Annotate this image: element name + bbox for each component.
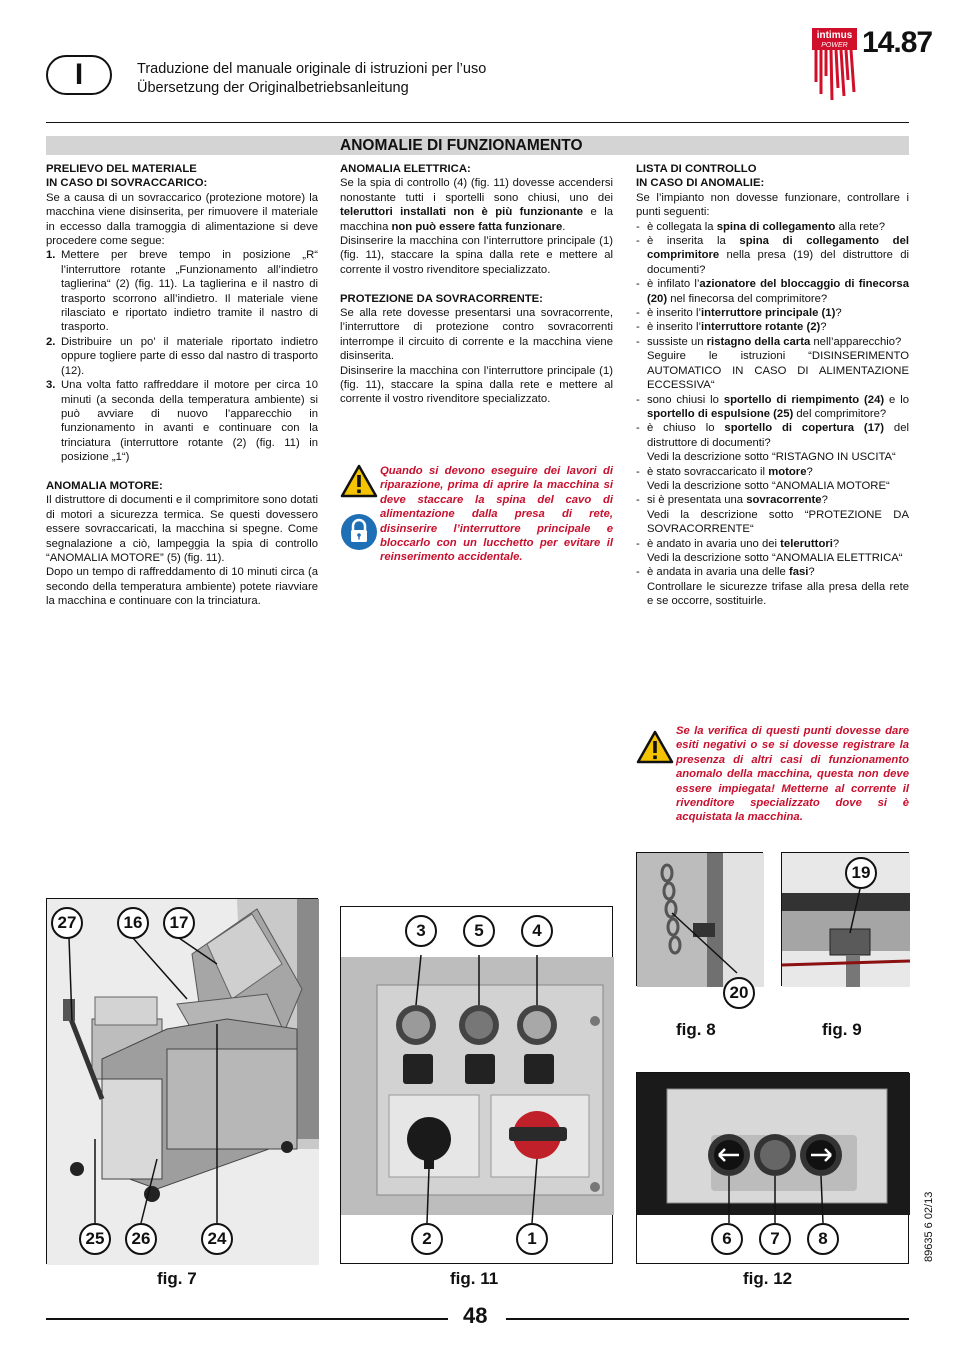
paragraph: Disinserire la macchina con l’interruttore principale (1) (fig. 11), staccare la spina dalla rete e mettere al corrente il vostro rivenditore specializzato. <box>340 235 613 276</box>
document-code: 89635 6 02/13 <box>923 1191 935 1262</box>
shred-strips-icon <box>812 50 857 106</box>
footer-rule-left <box>46 1318 448 1320</box>
checklist-item: - sussiste un ristagno della carta nell’apparecchio? Seguire le istruzioni “DISINSERIMENTO AUTOMATICO IN CASO DI ALIMENTAZIONE ECCESSIVA“ <box>636 335 909 392</box>
paragraph: Se a causa di un sovraccarico (protezione motore) la macchina viene disinserita, per rimuovere il materiale in eccesso dalla tramoggia di alimentazione si deve procedere come segue: <box>46 191 318 248</box>
heading-motor-fault: ANOMALIA MOTORE: <box>46 479 163 492</box>
figure-9-socket <box>781 852 909 986</box>
callout-3: 3 <box>405 915 437 947</box>
callout-25: 25 <box>79 1223 111 1255</box>
checklist-item: - è inserito l’interruttore principale (1)? <box>636 307 842 320</box>
checklist-item: - sono chiusi lo sportello di riempimento (24) e lo sportello di espulsione (25) del comprimitore? <box>636 393 909 420</box>
fig-7-caption: fig. 7 <box>157 1269 197 1288</box>
warning-block-checklist <box>636 724 909 825</box>
checklist-item: - è stato sovraccaricato il motore? Vedi la descrizione sotto “ANOMALIA MOTORE“ <box>636 465 890 492</box>
machine-photo <box>47 899 319 1265</box>
header-titles <box>137 60 486 98</box>
callout-17: 17 <box>163 907 195 939</box>
callout-5: 5 <box>463 915 495 947</box>
header-divider <box>46 122 909 123</box>
callout-4: 4 <box>521 915 553 947</box>
warning-triangle-icon <box>636 730 674 764</box>
fig-11-caption: fig. 11 <box>450 1269 499 1288</box>
checklist-item: - è chiuso lo sportello di copertura (17) del distruttore di documenti? Vedi la descrizione sotto “RISTAGNO IN USCITA“ <box>636 422 909 464</box>
callout-27: 27 <box>51 907 83 939</box>
section-title: ANOMALIE DI FUNZIONAMENTO <box>340 137 583 154</box>
header-line-1: Traduzione del manuale originale di istruzioni per l’uso <box>137 61 487 77</box>
figure-11-control-panel <box>340 906 613 1264</box>
figure-8-limit-switch <box>636 852 763 1002</box>
header-line-2: Übersetzung der Originalbetriebsanleitung <box>137 80 409 96</box>
heading-checklist: LISTA DI CONTROLLO IN CASO DI ANOMALIE: <box>636 163 765 190</box>
warning-block-repair <box>340 464 613 565</box>
callout-16: 16 <box>117 907 149 939</box>
figure-12-button-panel <box>636 1072 909 1264</box>
footer-rule-right <box>506 1318 909 1320</box>
heading-overcurrent: PROTEZIONE DA SOVRACORRENTE: <box>340 292 543 305</box>
padlock-icon <box>340 513 378 551</box>
callout-19: 19 <box>845 857 877 889</box>
paragraph: Se alla rete dovesse presentarsi una sovracorrente, l’interruttore di protezione contro sovracorrenti interrompe il circuito di corrente e la macchina viene disinserita. <box>340 307 613 363</box>
warning-text-checklist: Se la verifica di questi punti dovesse dare esiti negativi o se si dovesse registrare la presenza di altri casi di funzionamento anomalo della macchina, questa non deve essere impiegata! Metterne al corrente il rivenditore specializzato dove si è acquistata la macchina. <box>676 725 909 824</box>
checklist-item: - è inserita la spina di collegamento del comprimitore nella presa (19) del distruttore di documenti? <box>636 235 909 276</box>
callout-7: 7 <box>759 1223 791 1255</box>
column-2 <box>340 162 613 407</box>
brand-logo <box>812 28 857 106</box>
callout-8: 8 <box>807 1223 839 1255</box>
callout-20: 20 <box>723 977 755 1009</box>
heading-material-removal: PRELIEVO DEL MATERIALE IN CASO DI SOVRACCARICO: <box>46 163 208 190</box>
checklist-item: - è andata in avaria una delle fasi? Controllare le sicurezze trifase alla presa della rete e se occorre, sostituirle. <box>636 566 909 608</box>
column-3 <box>636 162 909 609</box>
callout-26: 26 <box>125 1223 157 1255</box>
fig-8-caption: fig. 8 <box>676 1020 716 1039</box>
control-panel-photo <box>341 907 614 1265</box>
heading-electrical-fault: ANOMALIA ELETTRICA: <box>340 163 471 175</box>
column-1 <box>46 162 318 609</box>
paragraph: Il distruttore di documenti e il comprimitore sono dotati di motori a sicurezza termica. Se questi dovessero essere sovraccaricati, la macchina si spegne. Come segnalazione a ciò, lampeggia la spia di controllo “ANOMALIA MOTORE” (5) (fig. 11). <box>46 494 318 564</box>
callout-24: 24 <box>201 1223 233 1255</box>
paragraph: Se l’impianto non dovesse funzionare, controllare i punti seguenti: <box>636 191 909 219</box>
callout-2: 2 <box>411 1223 443 1255</box>
page-number: 48 <box>463 1303 488 1328</box>
callout-6: 6 <box>711 1223 743 1255</box>
warning-triangle-icon <box>340 464 378 498</box>
checklist-item: - si è presentata una sovracorrente? Vedi la descrizione sotto “PROTEZIONE DA SOVRACORRENTE“ <box>636 494 909 536</box>
paragraph: Dopo un tempo di raffreddamento di 10 minuti circa (a secondo della temperatura ambiente) potete riavviare la macchina e continuare con la trinciatura. <box>46 566 318 608</box>
language-badge: I <box>46 55 112 95</box>
paragraph: Disinserire la macchina con l’interruttore principale (1) (fig. 11), staccare la spina dalla rete e mettere al corrente il vostro rivenditore specializzato. <box>340 364 613 406</box>
list-item: 2. Distribuire un po’ il materiale riportato indietro oppure togliere parte di esso dal nastro di trasporto (12). <box>46 335 318 377</box>
checklist-item: - è andato in avaria uno dei teleruttori? Vedi la descrizione sotto “ANOMALIA ELETTRICA“ <box>636 537 903 564</box>
warning-text-repair: Quando si devono eseguire dei lavori di riparazione, prima di aprire la macchina si deve staccare la spina del cavo di alimentazione dalla presa di rete, disinserire l’interruttore principale e bloccarlo con un lucchetto per evitare il reinserimento accidentale. <box>380 465 613 564</box>
fig-9-caption: fig. 9 <box>822 1020 862 1039</box>
checklist-item: - è inserito l’interruttore rotante (2)? <box>636 321 827 334</box>
paragraph: Se la spia di controllo (4) (fig. 11) dovesse accendersi nonostante tutti i sportelli sono chiusi, uno dei teleruttori installati non è più funzionante e la macchina non può essere fatta funzionare. <box>340 177 613 233</box>
brand-logo-top: intimus POWER <box>812 28 857 50</box>
list-item: 1. Mettere per breve tempo in posizione „R“ l’interruttore rotante „Funzionamento all’indietro taglierina“ (2) (fig. 11). La taglierina e il nastro di trasporto scorrono all’indietro. Il materiale viene rilasciato e riportato indietro tramite il nastro di trasporto. <box>46 249 318 334</box>
fig-12-caption: fig. 12 <box>743 1269 793 1288</box>
model-number: 14.87 <box>862 26 933 59</box>
checklist-item: - è infilato l’azionatore del bloccaggio di finecorsa (20) nel finecorsa del comprimitore? <box>636 278 909 305</box>
callout-1: 1 <box>516 1223 548 1255</box>
checklist-item: - è collegata la spina di collegamento alla rete? <box>636 220 885 233</box>
limit-switch-photo <box>637 853 764 987</box>
figure-7-machine <box>46 898 318 1264</box>
list-item: 3. Una volta fatto raffreddare il motore per circa 10 minuti (a seconda della temperatura ambiente) si può avviare di nuovo l’apparecchio in funzionamento in avanti e continuare con la trinciatura (interruttore rotante (2) (fig. 11) in posizione „1“) <box>46 379 318 464</box>
